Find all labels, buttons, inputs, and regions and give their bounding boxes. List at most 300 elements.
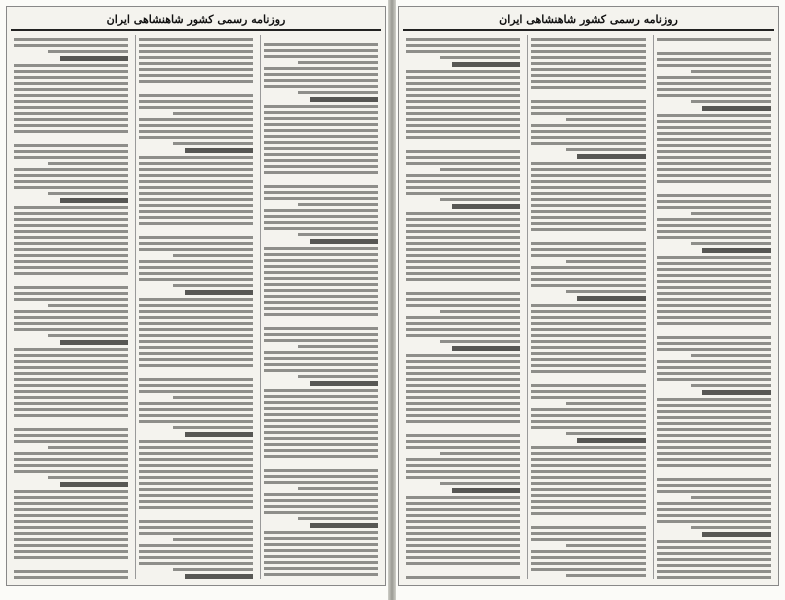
text-line-placeholder: [406, 70, 520, 73]
text-line-placeholder: [264, 455, 378, 458]
text-line-placeholder: [657, 520, 771, 523]
text-line-placeholder: [14, 254, 128, 257]
text-line-placeholder: [531, 316, 645, 319]
text-line-placeholder: [48, 446, 128, 449]
left-column-1: [260, 35, 381, 579]
text-line-placeholder: [264, 117, 378, 120]
text-line-placeholder: [657, 186, 771, 191]
text-line-placeholder: [657, 156, 771, 159]
text-line-placeholder: [139, 322, 253, 325]
text-line-placeholder: [452, 204, 521, 209]
text-line-placeholder: [406, 434, 520, 437]
text-line-placeholder: [14, 156, 128, 159]
text-line-placeholder: [577, 438, 646, 443]
text-line-placeholder: [406, 414, 520, 417]
text-line-placeholder: [264, 505, 378, 508]
text-line-placeholder: [14, 328, 128, 331]
text-line-placeholder: [139, 180, 253, 183]
text-line-placeholder: [139, 162, 253, 165]
text-line-placeholder: [185, 290, 253, 295]
text-line-placeholder: [657, 168, 771, 171]
text-line-placeholder: [139, 272, 253, 275]
text-line-placeholder: [531, 86, 645, 89]
text-line-placeholder: [406, 526, 520, 529]
text-line-placeholder: [531, 500, 645, 503]
text-line-placeholder: [14, 174, 128, 177]
text-line-placeholder: [531, 100, 645, 103]
text-line-placeholder: [531, 568, 645, 571]
text-line-placeholder: [264, 395, 378, 398]
text-line-placeholder: [14, 168, 128, 171]
text-line-placeholder: [264, 123, 378, 126]
text-line-placeholder: [531, 130, 645, 133]
text-line-placeholder: [566, 260, 646, 263]
text-line-placeholder: [657, 286, 771, 289]
text-line-placeholder: [657, 230, 771, 233]
text-line-placeholder: [264, 43, 378, 46]
text-line-placeholder: [14, 570, 128, 573]
text-line-placeholder: [264, 271, 378, 274]
text-line-placeholder: [657, 410, 771, 413]
text-line-placeholder: [531, 168, 645, 171]
text-line-placeholder: [139, 352, 253, 355]
text-line-placeholder: [14, 544, 128, 547]
text-line-placeholder: [657, 310, 771, 313]
text-line-placeholder: [14, 360, 128, 363]
text-line-placeholder: [264, 209, 378, 212]
text-line-placeholder: [531, 446, 645, 449]
text-line-placeholder: [139, 562, 253, 565]
text-line-placeholder: [139, 482, 253, 485]
page-gutter: [388, 0, 396, 600]
text-line-placeholder: [531, 352, 645, 355]
text-line-placeholder: [406, 366, 520, 369]
text-line-placeholder: [173, 426, 253, 429]
text-line-placeholder: [14, 118, 128, 121]
text-line-placeholder: [657, 174, 771, 177]
text-line-placeholder: [14, 298, 128, 301]
text-line-placeholder: [657, 546, 771, 549]
text-line-placeholder: [657, 88, 771, 91]
text-line-placeholder: [264, 141, 378, 144]
text-line-placeholder: [657, 120, 771, 123]
text-line-placeholder: [406, 384, 520, 387]
text-line-placeholder: [657, 144, 771, 147]
text-line-placeholder: [406, 100, 520, 103]
text-line-placeholder: [139, 124, 253, 127]
text-line-placeholder: [264, 79, 378, 82]
text-line-placeholder: [173, 142, 253, 145]
text-line-placeholder: [657, 570, 771, 573]
text-line-placeholder: [452, 488, 521, 493]
text-line-placeholder: [657, 316, 771, 319]
text-line-placeholder: [406, 532, 520, 535]
text-line-placeholder: [531, 322, 645, 325]
text-line-placeholder: [139, 298, 253, 301]
text-line-placeholder: [139, 68, 253, 71]
text-line-placeholder: [566, 402, 646, 405]
text-line-placeholder: [531, 414, 645, 417]
text-line-placeholder: [298, 91, 378, 94]
text-line-placeholder: [531, 464, 645, 467]
text-line-placeholder: [14, 88, 128, 91]
text-line-placeholder: [139, 488, 253, 491]
text-line-placeholder: [264, 247, 378, 250]
text-line-placeholder: [14, 470, 128, 473]
text-line-placeholder: [531, 452, 645, 455]
text-line-placeholder: [139, 38, 253, 41]
right-columns: [403, 35, 774, 579]
text-line-placeholder: [406, 106, 520, 109]
text-line-placeholder: [691, 354, 771, 357]
text-line-placeholder: [14, 348, 128, 351]
text-line-placeholder: [406, 266, 520, 269]
text-line-placeholder: [531, 284, 645, 287]
text-line-placeholder: [406, 464, 520, 467]
text-line-placeholder: [14, 64, 128, 67]
text-line-placeholder: [264, 111, 378, 114]
text-line-placeholder: [264, 159, 378, 162]
text-line-placeholder: [406, 242, 520, 245]
text-line-placeholder: [531, 210, 645, 213]
text-line-placeholder: [406, 248, 520, 251]
text-line-placeholder: [14, 354, 128, 357]
text-line-placeholder: [657, 416, 771, 419]
text-line-placeholder: [139, 358, 253, 361]
text-line-placeholder: [406, 408, 520, 411]
text-line-placeholder: [264, 449, 378, 452]
text-line-placeholder: [531, 488, 645, 491]
text-line-placeholder: [531, 340, 645, 343]
text-line-placeholder: [14, 272, 128, 275]
text-line-placeholder: [531, 470, 645, 473]
text-line-placeholder: [139, 464, 253, 467]
text-line-placeholder: [264, 307, 378, 310]
text-line-placeholder: [531, 44, 645, 47]
text-line-placeholder: [264, 185, 378, 188]
text-line-placeholder: [406, 130, 520, 133]
text-line-placeholder: [657, 94, 771, 97]
text-line-placeholder: [264, 105, 378, 108]
text-line-placeholder: [531, 310, 645, 313]
text-line-placeholder: [531, 106, 645, 109]
text-line-placeholder: [264, 49, 378, 52]
text-line-placeholder: [657, 236, 771, 239]
text-line-placeholder: [657, 434, 771, 437]
text-line-placeholder: [14, 372, 128, 375]
text-line-placeholder: [264, 319, 378, 324]
text-line-placeholder: [406, 218, 520, 221]
text-line-placeholder: [657, 200, 771, 203]
text-line-placeholder: [139, 222, 253, 225]
text-line-placeholder: [14, 414, 128, 417]
text-line-placeholder: [657, 150, 771, 153]
text-line-placeholder: [14, 428, 128, 431]
text-line-placeholder: [657, 552, 771, 555]
text-line-placeholder: [657, 44, 771, 49]
text-line-placeholder: [139, 364, 253, 367]
text-line-placeholder: [139, 260, 253, 263]
text-line-placeholder: [139, 118, 253, 121]
text-line-placeholder: [531, 50, 645, 53]
text-line-placeholder: [702, 106, 771, 111]
text-line-placeholder: [139, 204, 253, 207]
text-line-placeholder: [531, 216, 645, 219]
text-line-placeholder: [566, 544, 646, 547]
text-line-placeholder: [566, 148, 646, 151]
text-line-placeholder: [14, 562, 128, 567]
text-line-placeholder: [657, 558, 771, 561]
text-line-placeholder: [264, 171, 378, 174]
text-line-placeholder: [531, 136, 645, 139]
text-line-placeholder: [264, 73, 378, 76]
text-line-placeholder: [406, 118, 520, 121]
text-line-placeholder: [531, 518, 645, 523]
text-line-placeholder: [406, 136, 520, 139]
text-line-placeholder: [566, 118, 646, 121]
text-line-placeholder: [531, 222, 645, 225]
text-line-placeholder: [406, 212, 520, 215]
text-line-placeholder: [657, 126, 771, 129]
text-line-placeholder: [139, 408, 253, 411]
text-line-placeholder: [531, 186, 645, 189]
text-line-placeholder: [657, 218, 771, 221]
text-line-placeholder: [406, 298, 520, 301]
text-line-placeholder: [14, 556, 128, 559]
text-line-placeholder: [298, 487, 378, 490]
text-line-placeholder: [139, 446, 253, 449]
text-line-placeholder: [657, 366, 771, 369]
text-line-placeholder: [264, 339, 378, 342]
text-line-placeholder: [14, 94, 128, 97]
text-line-placeholder: [139, 56, 253, 59]
text-line-placeholder: [531, 192, 645, 195]
text-line-placeholder: [264, 461, 378, 466]
text-line-placeholder: [406, 496, 520, 499]
text-line-placeholder: [531, 426, 645, 429]
text-line-placeholder: [139, 476, 253, 479]
text-line-placeholder: [531, 278, 645, 281]
text-line-placeholder: [264, 191, 378, 194]
text-line-placeholder: [48, 476, 128, 479]
text-line-placeholder: [657, 256, 771, 259]
text-line-placeholder: [14, 508, 128, 511]
text-line-placeholder: [657, 470, 771, 475]
text-line-placeholder: [139, 228, 253, 233]
text-line-placeholder: [406, 224, 520, 227]
text-line-placeholder: [406, 556, 520, 559]
text-line-placeholder: [139, 248, 253, 251]
text-line-placeholder: [657, 342, 771, 345]
text-line-placeholder: [139, 86, 253, 91]
text-line-placeholder: [406, 476, 520, 479]
text-line-placeholder: [14, 514, 128, 517]
text-line-placeholder: [657, 262, 771, 265]
text-line-placeholder: [173, 538, 253, 541]
text-line-placeholder: [657, 194, 771, 197]
text-line-placeholder: [14, 490, 128, 493]
text-line-placeholder: [264, 289, 378, 292]
text-line-placeholder: [406, 402, 520, 405]
text-line-placeholder: [406, 156, 520, 159]
text-line-placeholder: [406, 254, 520, 257]
text-line-placeholder: [264, 153, 378, 156]
text-line-placeholder: [657, 268, 771, 271]
text-line-placeholder: [406, 502, 520, 505]
text-line-placeholder: [60, 56, 128, 61]
text-line-placeholder: [139, 440, 253, 443]
text-line-placeholder: [531, 370, 645, 373]
text-line-placeholder: [264, 215, 378, 218]
text-line-placeholder: [139, 378, 253, 381]
text-line-placeholder: [173, 396, 253, 399]
text-line-placeholder: [691, 212, 771, 215]
text-line-placeholder: [657, 132, 771, 135]
text-line-placeholder: [139, 494, 253, 497]
text-line-placeholder: [139, 370, 253, 375]
text-line-placeholder: [48, 50, 128, 53]
text-line-placeholder: [531, 476, 645, 479]
right-column-2: [527, 35, 648, 579]
text-line-placeholder: [657, 162, 771, 165]
text-line-placeholder: [657, 398, 771, 401]
text-line-placeholder: [452, 62, 521, 67]
text-line-placeholder: [139, 74, 253, 77]
text-line-placeholder: [310, 523, 378, 528]
text-line-placeholder: [440, 340, 520, 343]
text-line-placeholder: [264, 313, 378, 316]
text-line-placeholder: [531, 532, 645, 535]
text-line-placeholder: [298, 233, 378, 236]
text-line-placeholder: [657, 274, 771, 277]
text-line-placeholder: [406, 550, 520, 553]
text-line-placeholder: [531, 390, 645, 393]
text-line-placeholder: [14, 366, 128, 369]
text-line-placeholder: [657, 576, 771, 579]
text-line-placeholder: [657, 114, 771, 117]
text-line-placeholder: [531, 396, 645, 399]
text-line-placeholder: [531, 180, 645, 183]
text-line-placeholder: [657, 304, 771, 307]
text-line-placeholder: [657, 58, 771, 61]
text-line-placeholder: [173, 112, 253, 115]
text-line-placeholder: [14, 378, 128, 381]
text-line-placeholder: [264, 369, 378, 372]
text-line-placeholder: [139, 106, 253, 109]
text-line-placeholder: [14, 434, 128, 437]
text-line-placeholder: [264, 35, 378, 40]
text-line-placeholder: [139, 174, 253, 177]
text-line-placeholder: [406, 292, 520, 295]
text-line-placeholder: [531, 506, 645, 509]
text-line-placeholder: [531, 112, 645, 115]
text-line-placeholder: [14, 266, 128, 269]
text-line-placeholder: [139, 192, 253, 195]
text-line-placeholder: [14, 100, 128, 103]
text-line-placeholder: [406, 334, 520, 337]
text-line-placeholder: [14, 278, 128, 283]
text-line-placeholder: [14, 236, 128, 239]
text-line-placeholder: [264, 67, 378, 70]
text-line-placeholder: [577, 296, 646, 301]
text-line-placeholder: [264, 555, 378, 558]
text-line-placeholder: [531, 328, 645, 331]
text-line-placeholder: [264, 543, 378, 546]
text-line-placeholder: [264, 573, 378, 576]
text-line-placeholder: [531, 38, 645, 41]
text-line-placeholder: [139, 346, 253, 349]
text-line-placeholder: [139, 414, 253, 417]
text-line-placeholder: [298, 345, 378, 348]
text-line-placeholder: [264, 499, 378, 502]
text-line-placeholder: [264, 425, 378, 428]
text-line-placeholder: [406, 420, 520, 423]
text-line-placeholder: [657, 440, 771, 443]
text-line-placeholder: [531, 376, 645, 381]
text-line-placeholder: [310, 381, 378, 386]
text-line-placeholder: [173, 568, 253, 571]
text-line-placeholder: [531, 358, 645, 361]
right-page-header: [405, 11, 772, 27]
text-line-placeholder: [14, 242, 128, 245]
text-line-placeholder: [531, 124, 645, 127]
text-line-placeholder: [406, 272, 520, 275]
text-line-placeholder: [14, 408, 128, 411]
text-line-placeholder: [406, 360, 520, 363]
text-line-placeholder: [406, 82, 520, 85]
text-line-placeholder: [657, 372, 771, 375]
text-line-placeholder: [440, 198, 520, 201]
text-line-placeholder: [139, 136, 253, 139]
text-line-placeholder: [406, 192, 520, 195]
text-line-placeholder: [14, 248, 128, 251]
text-line-placeholder: [691, 242, 771, 245]
text-line-placeholder: [310, 239, 378, 244]
text-line-placeholder: [531, 482, 645, 485]
text-line-placeholder: [657, 378, 771, 381]
text-line-placeholder: [264, 177, 378, 182]
text-line-placeholder: [406, 94, 520, 97]
text-line-placeholder: [264, 129, 378, 132]
text-line-placeholder: [657, 422, 771, 425]
text-line-placeholder: [440, 168, 520, 171]
text-line-placeholder: [657, 540, 771, 543]
text-line-placeholder: [657, 224, 771, 227]
text-line-placeholder: [702, 532, 771, 537]
text-line-placeholder: [310, 97, 378, 102]
text-line-placeholder: [14, 496, 128, 499]
text-line-placeholder: [264, 561, 378, 564]
text-line-placeholder: [139, 278, 253, 281]
text-line-placeholder: [406, 174, 520, 177]
left-columns: [11, 35, 381, 579]
text-line-placeholder: [264, 419, 378, 422]
text-line-placeholder: [14, 44, 128, 47]
text-line-placeholder: [406, 378, 520, 381]
text-line-placeholder: [264, 265, 378, 268]
text-line-placeholder: [657, 428, 771, 431]
text-line-placeholder: [406, 236, 520, 239]
text-line-placeholder: [566, 432, 646, 435]
text-line-placeholder: [406, 520, 520, 523]
text-line-placeholder: [657, 348, 771, 351]
text-line-placeholder: [406, 230, 520, 233]
text-line-placeholder: [531, 538, 645, 541]
text-line-placeholder: [264, 481, 378, 484]
text-line-placeholder: [14, 206, 128, 209]
left-page: [6, 6, 386, 586]
text-line-placeholder: [657, 292, 771, 295]
